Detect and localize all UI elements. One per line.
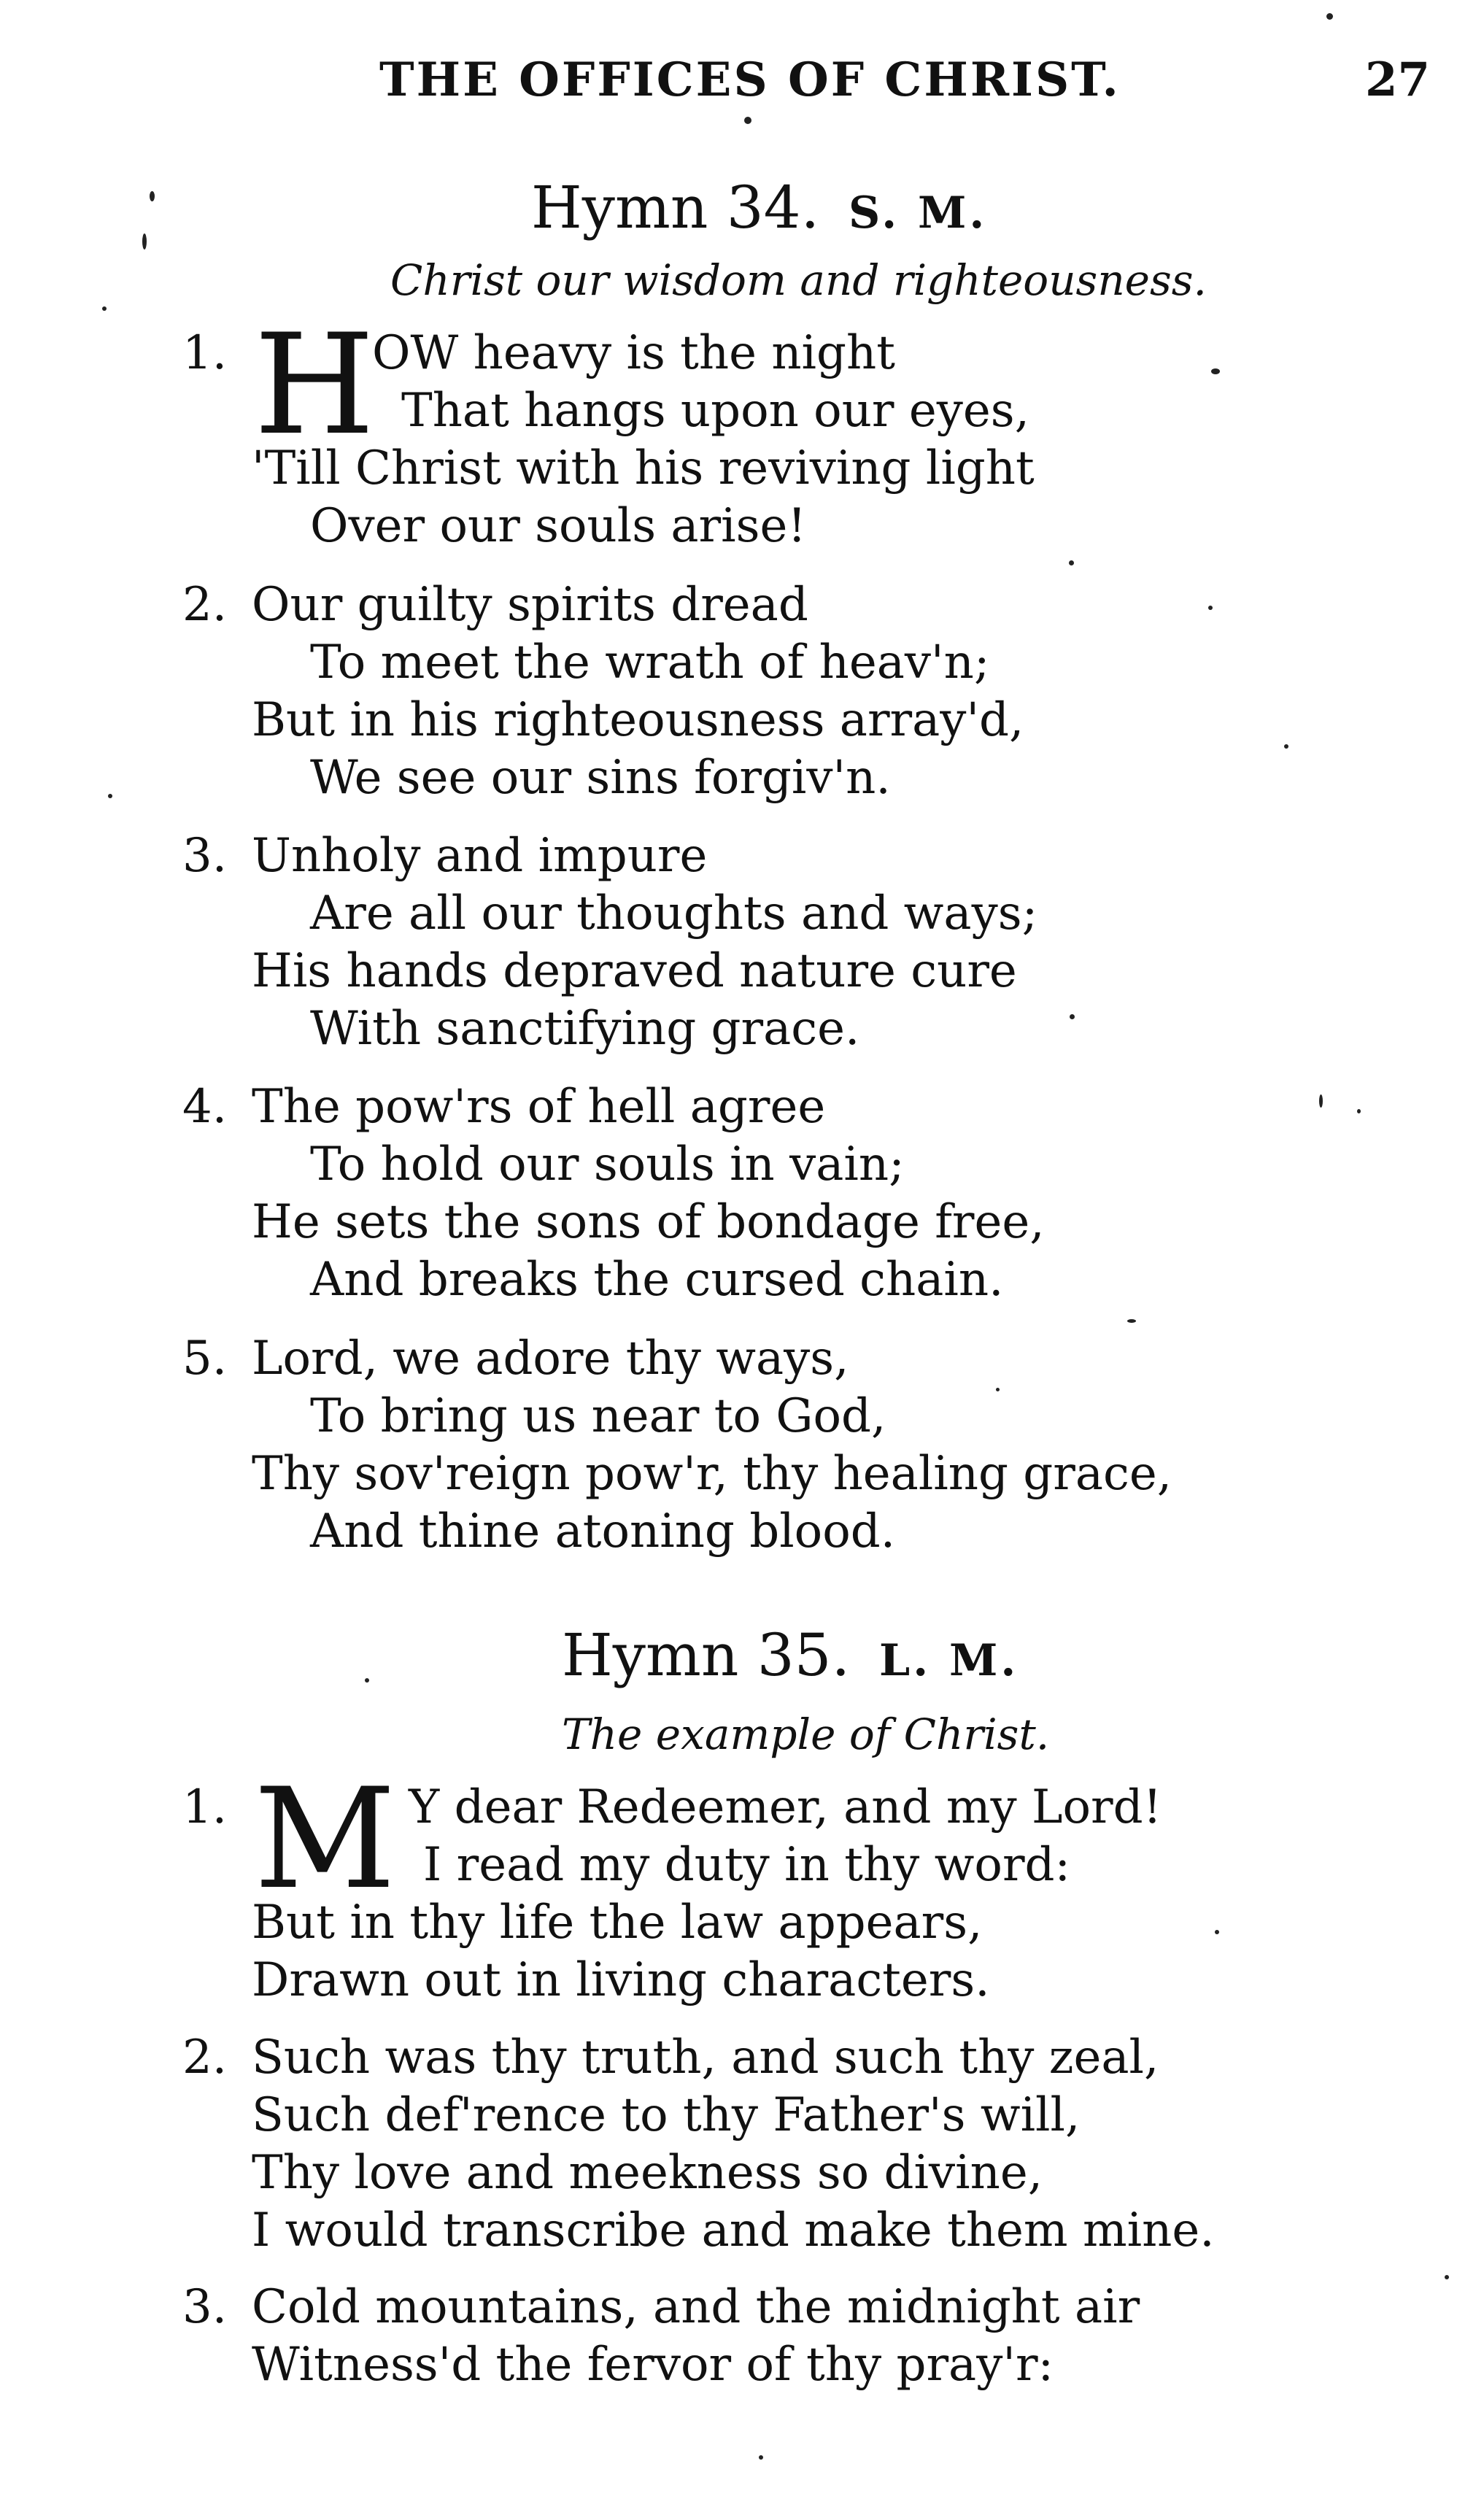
verse-line: Drawn out in living characters. (252, 1953, 990, 2007)
scan-speck (102, 306, 107, 311)
verse-line: With sanctifying grace. (310, 1002, 860, 1056)
verse-line: 'Till Christ with his reviving light (252, 441, 1035, 495)
drop-cap: M (254, 1758, 396, 1920)
verse-line: I read my duty in thy word: (423, 1838, 1071, 1892)
verse-number: 3. (182, 829, 228, 883)
verse-line: Thy love and meekness so divine, (252, 2146, 1043, 2200)
hymn-35-verse-2 (182, 2029, 1306, 2260)
verse-number: 3. (182, 2280, 228, 2334)
verse-line: Are all our thoughts and ways; (310, 887, 1038, 940)
scan-speck (1357, 1109, 1361, 1113)
hymn-34-verse-1 (182, 304, 1306, 555)
running-head (379, 53, 1445, 133)
hymn-35-subtitle: The example of Christ. (562, 1710, 1050, 1759)
verse-line: And thine atoning blood. (310, 1505, 896, 1559)
verse-line: Unholy and impure (252, 829, 708, 883)
page-number: 27 (1364, 53, 1430, 107)
verse-line: Our guilty spirits dread (252, 578, 808, 632)
scan-speck (996, 1388, 1000, 1391)
scan-speck (1211, 368, 1220, 374)
hymn-title-text: Hymn 35. (562, 1621, 850, 1689)
verse-line: To hold our souls in vain; (310, 1138, 905, 1191)
verse-number: 2. (182, 578, 228, 632)
verse-line: Lord, we adore thy ways, (252, 1332, 849, 1386)
verse-line: But in his righteousness array'd, (252, 693, 1024, 747)
verse-line: To meet the wrath of heav'n; (310, 636, 990, 690)
scan-speck (1215, 1930, 1219, 1934)
hymn-34-verse-5 (182, 1330, 1306, 1561)
verse-number: 1. (182, 326, 228, 380)
drop-cap: H (254, 304, 375, 466)
hymn-35-verse-1 (182, 1758, 1306, 2009)
scan-speck (1445, 2275, 1449, 2279)
running-title: THE OFFICES OF CHRIST. (379, 53, 1121, 107)
verse-line: I would transcribe and make them mine. (252, 2203, 1215, 2257)
scan-speck (1326, 13, 1333, 20)
scan-speck (1319, 1094, 1323, 1108)
scan-speck (1070, 1014, 1075, 1019)
scan-speck (142, 233, 147, 250)
verse-line: The pow'rs of hell agree (252, 1080, 826, 1134)
hymn-34-verse-2 (182, 576, 1306, 807)
verse-line: His hands depraved nature cure (252, 944, 1017, 998)
hymn-35-verse-3 (182, 2279, 1306, 2394)
verse-line: We see our sins forgiv'n. (310, 751, 891, 805)
hymn-34-subtitle: Christ our wisdom and righteousness. (390, 255, 1207, 305)
scan-speck (150, 191, 155, 201)
hymn-meter: S. M. (849, 188, 988, 239)
scan-speck (365, 1678, 369, 1683)
verse-line: Y dear Redeemer, and my Lord! (409, 1780, 1162, 1834)
verse-line: He sets the sons of bondage free, (252, 1195, 1045, 1249)
verse-line: Over our souls arise! (310, 499, 807, 553)
verse-number: 4. (182, 1080, 228, 1134)
verse-line: Thy sov'reign pow'r, thy healing grace, (252, 1447, 1172, 1501)
hymn-34-verse-3 (182, 827, 1306, 1058)
scan-speck (1069, 560, 1074, 565)
hymn-35-title (562, 1621, 1019, 1689)
scan-speck (108, 794, 112, 798)
verse-line: Such def'rence to thy Father's will, (252, 2088, 1081, 2142)
verse-line: Witness'd the fervor of thy pray'r: (252, 2338, 1054, 2392)
hymn-34-title (531, 174, 987, 242)
verse-line: But in thy life the law appears, (252, 1896, 983, 1950)
verse-number: 5. (182, 1332, 228, 1386)
scan-speck (759, 2455, 763, 2460)
scan-speck (1284, 744, 1288, 749)
verse-line: Cold mountains, and the midnight air (252, 2280, 1140, 2334)
verse-number: 2. (182, 2031, 228, 2085)
verse-line: And breaks the cursed chain. (310, 1253, 1004, 1307)
scan-speck (1208, 606, 1213, 610)
verse-line: Such was thy truth, and such thy zeal, (252, 2031, 1159, 2085)
verse-number: 1. (182, 1780, 228, 1834)
verse-line: That hangs upon our eyes, (401, 384, 1029, 438)
scan-speck (744, 117, 751, 124)
verse-line: To bring us near to God, (310, 1389, 886, 1443)
scan-speck (1127, 1319, 1136, 1323)
hymn-34-verse-4 (182, 1078, 1306, 1309)
hymn-title-text: Hymn 34. (531, 174, 819, 242)
hymn-meter: L. M. (879, 1635, 1019, 1686)
verse-line: OW heavy is the night (372, 326, 895, 380)
